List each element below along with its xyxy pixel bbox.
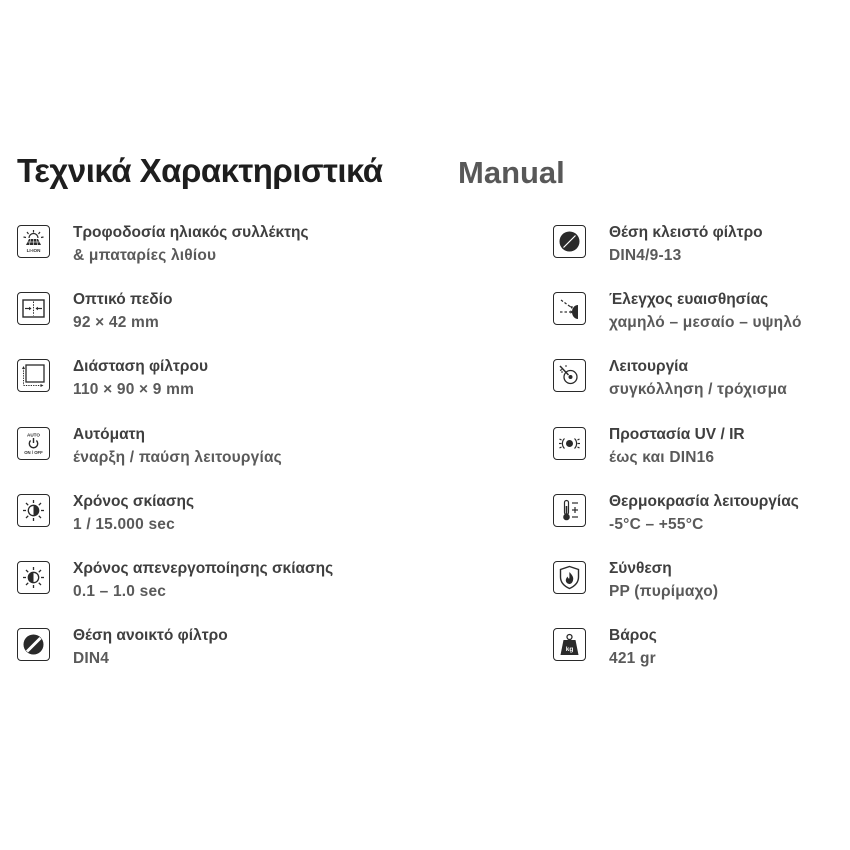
mode-icon: [553, 359, 586, 392]
spec-item-closed-filter: [553, 222, 843, 289]
auto-on-off-icon: [17, 427, 50, 460]
spec-value: 421 gr: [609, 650, 656, 668]
spec-value: -5°C – +55°C: [609, 515, 704, 533]
spec-item-darkening-time: [17, 491, 437, 558]
spec-item-temperature: [553, 491, 843, 558]
spec-label: Θερμοκρασία λειτουργίας: [609, 492, 799, 510]
solar-battery-icon: [17, 225, 50, 258]
spec-item-clearing-time: [17, 558, 437, 625]
spec-label: Οπτικό πεδίο: [73, 291, 173, 309]
sensitivity-icon: [553, 292, 586, 325]
auto-icon-text: AUTO: [27, 432, 40, 438]
spec-item-open-filter: [17, 625, 437, 692]
right-spec-list: [553, 222, 843, 692]
weight-icon: [553, 628, 586, 661]
spec-label: Χρόνος απενεργοποίησης σκίασης: [73, 559, 334, 577]
spec-label: Διάσταση φίλτρου: [73, 358, 208, 376]
spec-label: Λειτουργία: [609, 358, 689, 376]
spec-label: Χρόνος σκίασης: [73, 492, 195, 510]
spec-value: DIN4/9-13: [609, 247, 682, 264]
spec-value: έναρξη / παύση λειτουργίας: [73, 448, 282, 466]
spec-item-uv-ir-protection: [553, 424, 843, 491]
darkening-time-icon: [17, 494, 50, 527]
filter-dimension-icon: [17, 359, 50, 392]
spec-value: έως και DIN16: [609, 448, 715, 466]
thermometer-icon: [553, 494, 586, 527]
spec-item-composition: [553, 558, 843, 625]
spec-label: Θέση ανοικτό φίλτρο: [73, 627, 228, 645]
spec-item-power-supply: [17, 222, 437, 289]
spec-item-auto-on-off: [17, 424, 437, 491]
fire-shield-icon: [553, 561, 586, 594]
clearing-time-icon: [17, 561, 50, 594]
closed-filter-icon: [553, 225, 586, 258]
spec-value: PP (πυρίμαχο): [609, 582, 719, 600]
spec-label: Έλεγχος ευαισθησίας: [609, 291, 769, 309]
spec-value: DIN4: [73, 650, 110, 668]
spec-value: & μπαταρίες λιθίου: [73, 247, 217, 264]
spec-label: Βάρος: [609, 627, 657, 645]
solar-battery-icon-text: LI-ION: [26, 248, 41, 253]
spec-label: Θέση κλειστό φίλτρο: [609, 224, 763, 241]
uv-ir-protection-icon: [553, 427, 586, 460]
spec-value: χαμηλό – μεσαίο – υψηλό: [609, 314, 802, 332]
weight-icon-text: kg: [565, 646, 574, 654]
spec-value: 1 / 15.000 sec: [73, 515, 175, 533]
spec-label: Σύνθεση: [609, 559, 672, 577]
page-subtitle: Manual: [458, 155, 565, 190]
spec-value: 92 × 42 mm: [73, 314, 160, 332]
spec-value: 110 × 90 × 9 mm: [73, 381, 195, 399]
spec-value: 0.1 – 1.0 sec: [73, 582, 167, 600]
spec-item-sensitivity: [553, 289, 843, 356]
on-off-icon-text: ON / OFF: [24, 449, 43, 455]
spec-value: συγκόλληση / τρόχισμα: [609, 381, 787, 399]
spec-item-filter-dimension: [17, 356, 437, 423]
spec-item-weight: [553, 625, 843, 692]
spec-label: Προστασία UV / IR: [609, 425, 745, 443]
spec-item-mode: [553, 356, 843, 423]
viewing-area-icon: [17, 292, 50, 325]
page-title: Τεχνικά Χαρακτηριστικά: [17, 152, 383, 189]
spec-item-viewing-area: [17, 289, 437, 356]
spec-label: Τροφοδοσία ηλιακός συλλέκτης: [73, 224, 309, 241]
left-spec-list: [17, 222, 437, 692]
spec-label: Αυτόματη: [73, 425, 145, 443]
open-filter-icon: [17, 628, 50, 661]
